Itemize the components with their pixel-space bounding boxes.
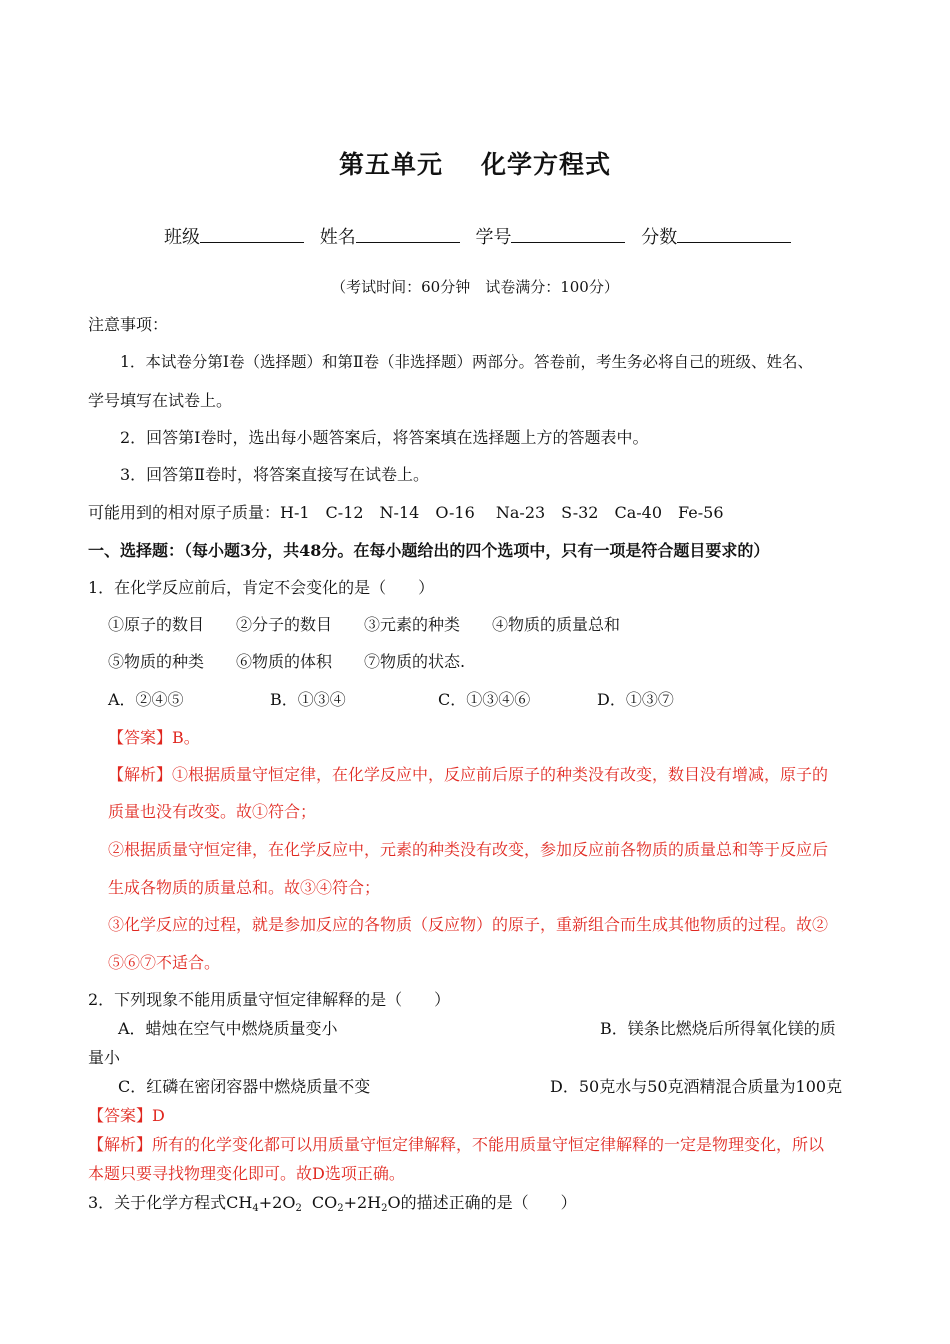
note-item-1-cont: 学号填写在试卷上。 (88, 391, 233, 410)
q2-option-c[interactable]: C．红磷在密闭容器中燃烧质量不变 (118, 1077, 371, 1096)
q1-option-b[interactable]: B．①③④ (270, 690, 346, 709)
title-part2: 化学方程式 (481, 150, 612, 179)
q1-option-c[interactable]: C．①③④⑥ (438, 690, 531, 709)
q2-option-d[interactable]: D．50克水与50克酒精混合质量为100克 (550, 1077, 843, 1096)
q1-explanation-2: 质量也没有改变。故①符合； (108, 802, 317, 821)
class-field[interactable]: 班级 (164, 224, 304, 251)
q1-stem: 1．在化学反应前后，肯定不会变化的是（ ） (88, 578, 435, 597)
page-title (0, 148, 950, 182)
section-heading: 一、选择题：（每小题3分，共48分。在每小题给出的四个选项中，只有一项是符合题目要求的） (88, 541, 770, 560)
q1-explanation-1: 【解析】①根据质量守恒定律，在化学反应中，反应前后原子的种类没有改变，数目没有增减，原子的 (108, 765, 829, 784)
note-item-3: 3．回答第Ⅱ卷时，将答案直接写在试卷上。 (120, 465, 430, 484)
q2-answer: 【答案】D (88, 1106, 165, 1125)
exam-info: （考试时间：60分钟 试卷满分：100分） (331, 278, 619, 296)
student-info-fields (164, 224, 801, 251)
q2-option-a[interactable]: A．蜡烛在空气中燃烧质量变小 (118, 1019, 338, 1038)
q2-stem: 2．下列现象不能用质量守恒定律解释的是（ ） (88, 990, 451, 1009)
name-field[interactable]: 姓名 (320, 224, 460, 251)
q1-explanation-5: ③化学反应的过程，就是参加反应的各物质（反应物）的原子，重新组合而生成其他物质的过程。故② (108, 915, 829, 934)
q3-stem: 3．关于化学方程式$CH_4+2O_2$ $CO_2+2H_2O$的描述正确的是（ ） (88, 1193, 577, 1214)
q1-explanation-6: ⑤⑥⑦不适合。 (108, 953, 221, 972)
note-item-2: 2．回答第Ⅰ卷时，选出每小题答案后，将答案填在选择题上方的答题表中。 (120, 428, 649, 447)
title-part1: 第五单元 (338, 150, 443, 179)
q1-items-line2: ⑤物质的种类 ⑥物质的体积 ⑦物质的状态. (108, 652, 466, 671)
q2-option-b[interactable]: B．镁条比燃烧后所得氧化镁的质 (600, 1019, 836, 1038)
score-field[interactable]: 分数 (641, 224, 791, 251)
q1-answer: 【答案】B。 (108, 728, 200, 747)
q1-explanation-4: 生成各物质的质量总和。故③④符合； (108, 878, 381, 897)
q1-option-a[interactable]: A．②④⑤ (108, 690, 184, 709)
notes-heading: 注意事项： (88, 315, 169, 334)
note-item-1: 1．本试卷分第Ⅰ卷（选择题）和第Ⅱ卷（非选择题）两部分。答卷前，考生务必将自己的班级、姓名、 (120, 353, 814, 371)
q1-option-d[interactable]: D．①③⑦ (597, 690, 674, 709)
q2-explanation-2: 本题只要寻找物理变化即可。故D选项正确。 (88, 1164, 405, 1183)
atomic-masses: 可能用到的相对原子质量：H-1 C-12 N-14 O-16 Na-23 S-32 Ca-40 Fe-56 (88, 503, 724, 522)
student-id-field[interactable]: 学号 (475, 224, 625, 251)
q2-option-b-cont: 量小 (88, 1048, 121, 1067)
q1-explanation-3: ②根据质量守恒定律，在化学反应中，元素的种类没有改变，参加反应前各物质的质量总和等于反应后 (108, 840, 829, 859)
q1-items-line1: ①原子的数目 ②分子的数目 ③元素的种类 ④物质的质量总和 (108, 615, 621, 634)
q2-explanation-1: 【解析】所有的化学变化都可以用质量守恒定律解释，不能用质量守恒定律解释的一定是物理变化，所以 (88, 1135, 825, 1154)
